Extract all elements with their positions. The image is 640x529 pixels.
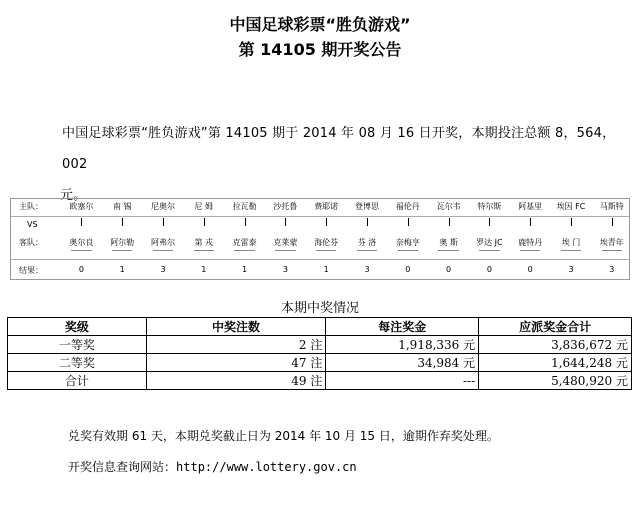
prize-row — [8, 336, 632, 354]
match-column — [61, 199, 102, 279]
match-result: 1 — [201, 265, 207, 274]
per-prize — [326, 354, 479, 372]
match-column — [183, 199, 224, 279]
count-unit: 注 — [310, 374, 323, 388]
match-result: 3 — [160, 265, 166, 274]
total-prize — [479, 354, 632, 372]
announcement-subtitle: 第 14105 期开奖公告 — [238, 40, 402, 59]
count-value: 49 — [291, 374, 307, 388]
match-column — [143, 199, 184, 279]
vs-bar — [408, 218, 409, 226]
intro-line-2: 元。 — [60, 188, 87, 203]
home-team: 登博思 — [354, 202, 379, 211]
home-team: 瓦尔韦 — [436, 202, 461, 211]
info-label: 开奖信息查询网站： — [68, 460, 177, 474]
winner-count — [146, 372, 326, 390]
home-team: 沙托鲁 — [273, 202, 298, 211]
away-team: 阿弗尔 — [150, 238, 175, 247]
announcement-title: 中国足球彩票“胜负游戏” — [229, 15, 411, 34]
winner-count — [146, 354, 326, 372]
count-unit: 注 — [310, 338, 323, 352]
vs-bar — [245, 218, 246, 226]
count-value: 2 — [298, 338, 307, 352]
prize-section-title: 本期中奖情况 — [280, 301, 359, 316]
away-team: 奥尔良 — [69, 238, 94, 247]
match-column — [306, 199, 347, 279]
website-link[interactable]: http://www.lottery.gov.cn — [176, 460, 357, 474]
away-team: 芬 洛 — [357, 238, 377, 247]
away-team: 埃 门 — [561, 238, 581, 247]
total-prize — [479, 372, 632, 390]
home-team: 尼 姆 — [194, 202, 214, 211]
info-website — [68, 458, 357, 475]
prize-row — [8, 354, 632, 372]
match-result: 3 — [609, 265, 615, 274]
vs-bar — [81, 218, 82, 226]
away-team: 鹿特丹 — [518, 238, 543, 247]
vs-bar — [163, 218, 164, 226]
prize-level: 合计 — [8, 372, 147, 390]
col-per-prize: 每注奖金 — [326, 318, 479, 336]
match-column — [265, 199, 306, 279]
vs-bar — [612, 218, 613, 226]
col-count: 中奖注数 — [146, 318, 326, 336]
validity-notice: 兑奖有效期 61 天，本期兑奖截止日为 2014 年 10 月 15 日，逾期作弃奖处理。 — [68, 429, 499, 443]
total-prize — [479, 336, 632, 354]
result-label: 结果： — [19, 266, 43, 275]
away-team: 罗达 JC — [476, 238, 503, 247]
away-team: 克莱蒙 — [273, 238, 298, 247]
team-separator — [234, 250, 254, 251]
col-total: 应派奖金合计 — [479, 318, 632, 336]
home-team: 马斯特 — [599, 202, 624, 211]
total-value: 5,480,920 — [551, 374, 613, 388]
home-team: 阿基里 — [518, 202, 543, 211]
home-team: 南 锡 — [112, 202, 132, 211]
match-result: 3 — [282, 265, 288, 274]
match-result: 1 — [242, 265, 248, 274]
team-separator — [275, 250, 295, 251]
match-result: 0 — [527, 265, 533, 274]
match-result: 1 — [323, 265, 329, 274]
match-result: 0 — [78, 265, 84, 274]
match-column — [428, 199, 469, 279]
match-column — [102, 199, 143, 279]
vs-bar — [326, 218, 327, 226]
away-team: 第 戎 — [194, 238, 214, 247]
match-column — [469, 199, 510, 279]
match-column — [387, 199, 428, 279]
team-separator — [398, 250, 418, 251]
away-team: 埃青年 — [599, 238, 624, 247]
match-table — [10, 198, 630, 280]
count-value: 47 — [291, 356, 307, 370]
team-separator — [602, 250, 622, 251]
per-unit: 元 — [463, 338, 476, 352]
prize-level: 二等奖 — [8, 354, 147, 372]
home-team: 欧塞尔 — [69, 202, 94, 211]
per-unit: 元 — [463, 356, 476, 370]
per-prize — [326, 336, 479, 354]
away-team: 阿尔勒 — [110, 238, 135, 247]
per-value: --- — [462, 373, 476, 388]
match-column — [347, 199, 388, 279]
away-label: 客队： — [19, 238, 43, 247]
vs-bar — [122, 218, 123, 226]
match-column — [224, 199, 265, 279]
winner-count — [146, 336, 326, 354]
per-prize — [326, 372, 479, 390]
vs-bar — [204, 218, 205, 226]
total-unit: 元 — [615, 356, 628, 370]
home-team: 拉瓦勒 — [232, 202, 257, 211]
per-value: 34,984 — [417, 356, 460, 370]
team-separator — [520, 250, 540, 251]
home-team: 尼奥尔 — [150, 202, 175, 211]
col-level: 奖级 — [8, 318, 147, 336]
match-result: 0 — [486, 265, 492, 274]
per-value: 1,918,336 — [398, 338, 460, 352]
vs-bar — [449, 218, 450, 226]
match-column — [510, 199, 551, 279]
total-unit: 元 — [615, 374, 628, 388]
vs-bar — [489, 218, 490, 226]
away-team: 奈梅亨 — [395, 238, 420, 247]
team-separator — [438, 250, 458, 251]
vs-label: VS — [27, 220, 38, 229]
team-separator — [479, 250, 499, 251]
count-unit: 注 — [310, 356, 323, 370]
vs-bar — [530, 218, 531, 226]
vs-bar — [571, 218, 572, 226]
team-separator — [194, 250, 214, 251]
home-team: 福伦丹 — [395, 202, 420, 211]
team-separator — [71, 250, 91, 251]
prize-level: 一等奖 — [8, 336, 147, 354]
total-unit: 元 — [615, 338, 628, 352]
home-team: 费耶诺 — [314, 202, 339, 211]
match-result: 0 — [446, 265, 452, 274]
prize-table — [7, 317, 632, 390]
away-team: 克雷泰 — [232, 238, 257, 247]
total-value: 3,836,672 — [551, 338, 613, 352]
match-column — [551, 199, 592, 279]
team-separator — [561, 250, 581, 251]
prize-row — [8, 372, 632, 390]
match-result: 0 — [405, 265, 411, 274]
match-result: 3 — [364, 265, 370, 274]
home-label: 主队： — [19, 202, 43, 211]
home-team: 埃因 FC — [556, 202, 586, 211]
match-column — [591, 199, 632, 279]
away-team: 奥 斯 — [439, 238, 458, 247]
vs-bar — [367, 218, 368, 226]
vs-bar — [285, 218, 286, 226]
prize-header-row — [8, 318, 632, 336]
team-separator — [153, 250, 173, 251]
intro-line-1: 中国足球彩票“胜负游戏”第 14105 期于 2014 年 08 月 16 日开奖，本期投注总额 8，564，002 — [62, 126, 616, 172]
match-result: 1 — [119, 265, 125, 274]
away-team: 海伦芬 — [314, 238, 339, 247]
match-result: 3 — [568, 265, 574, 274]
team-separator — [316, 250, 336, 251]
team-separator — [357, 250, 377, 251]
total-value: 1,644,248 — [551, 356, 613, 370]
home-team: 特尔斯 — [477, 202, 502, 211]
team-separator — [112, 250, 132, 251]
